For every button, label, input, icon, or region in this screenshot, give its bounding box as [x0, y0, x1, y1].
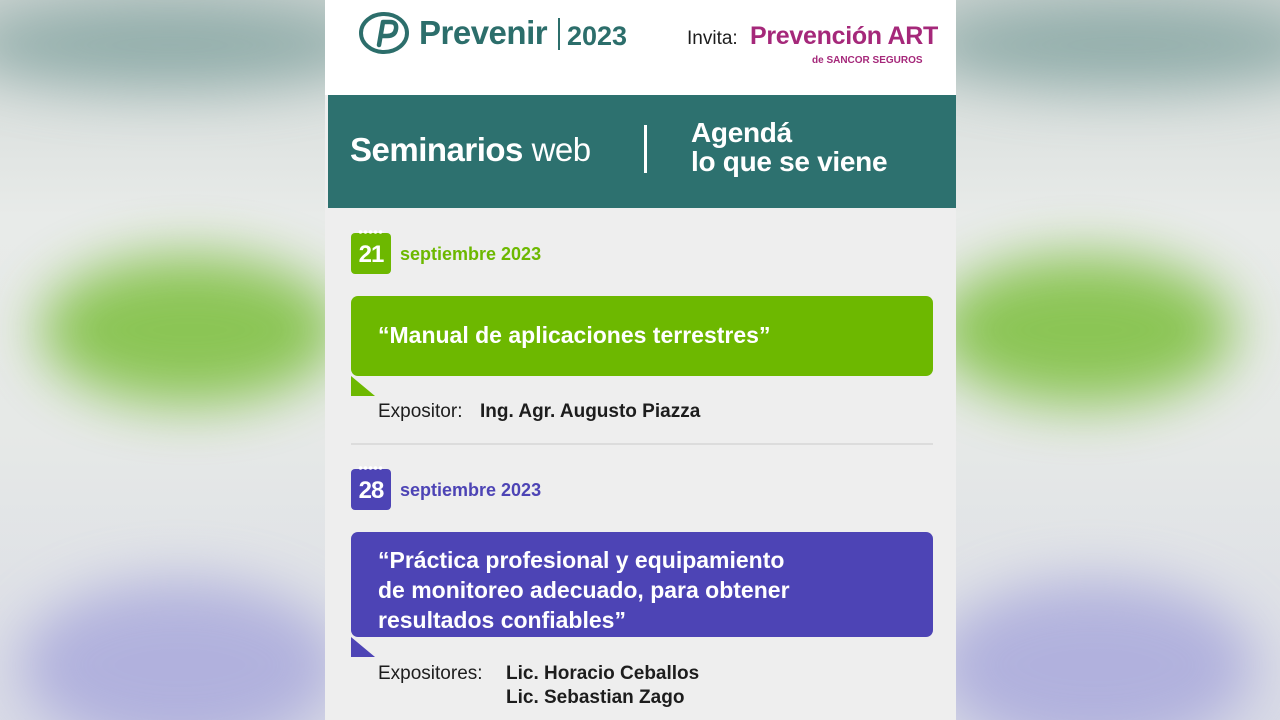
partner-subtitle: de SANCOR SEGUROS — [812, 55, 923, 66]
event-title-line: de monitoreo adecuado, para obtener — [378, 577, 790, 603]
backdrop-right — [955, 0, 1280, 720]
tagline-line-1: Agendá — [691, 117, 792, 148]
event-title — [378, 545, 790, 635]
event-title: “Manual de aplicaciones terrestres” — [378, 322, 771, 348]
speaker-label: Expositor: — [378, 401, 463, 422]
speaker-label: Expositores: — [378, 663, 483, 684]
brand-divider — [558, 18, 560, 50]
speaker-name: Lic. Sebastian Zago — [506, 687, 685, 708]
brand-year: 2023 — [567, 21, 628, 51]
header-bar — [325, 0, 956, 95]
event-day: 21 — [358, 241, 384, 268]
event-title-bubble — [351, 296, 933, 376]
invita-label: Invita: — [687, 28, 738, 49]
banner-divider — [644, 125, 647, 173]
partner-name: Prevención ART — [750, 22, 938, 50]
event-day: 28 — [358, 477, 384, 504]
calendar-icon — [351, 233, 391, 274]
speaker-name: Lic. Horacio Ceballos — [506, 663, 700, 684]
tagline-line-2: lo que se viene — [691, 146, 888, 177]
seminar-banner — [328, 95, 956, 208]
banner-title-bold: Seminarios — [350, 131, 523, 168]
prevenir-logo-icon — [359, 12, 409, 54]
event-date: septiembre 2023 — [400, 480, 542, 500]
event-divider — [351, 443, 933, 445]
banner-tagline — [691, 118, 887, 176]
event-date: septiembre 2023 — [400, 244, 542, 264]
brand-name: Prevenir — [419, 14, 548, 51]
backdrop-left — [0, 0, 325, 720]
event-title-line: resultados confiables” — [378, 607, 626, 633]
banner-title — [350, 131, 591, 169]
calendar-icon — [351, 469, 391, 510]
event-title-bubble — [351, 532, 933, 637]
speaker-name: Ing. Agr. Augusto Piazza — [480, 401, 701, 422]
event-title-line: “Práctica profesional y equipamiento — [378, 547, 785, 573]
banner-title-light: web — [531, 131, 591, 168]
flyer-card — [325, 0, 956, 720]
